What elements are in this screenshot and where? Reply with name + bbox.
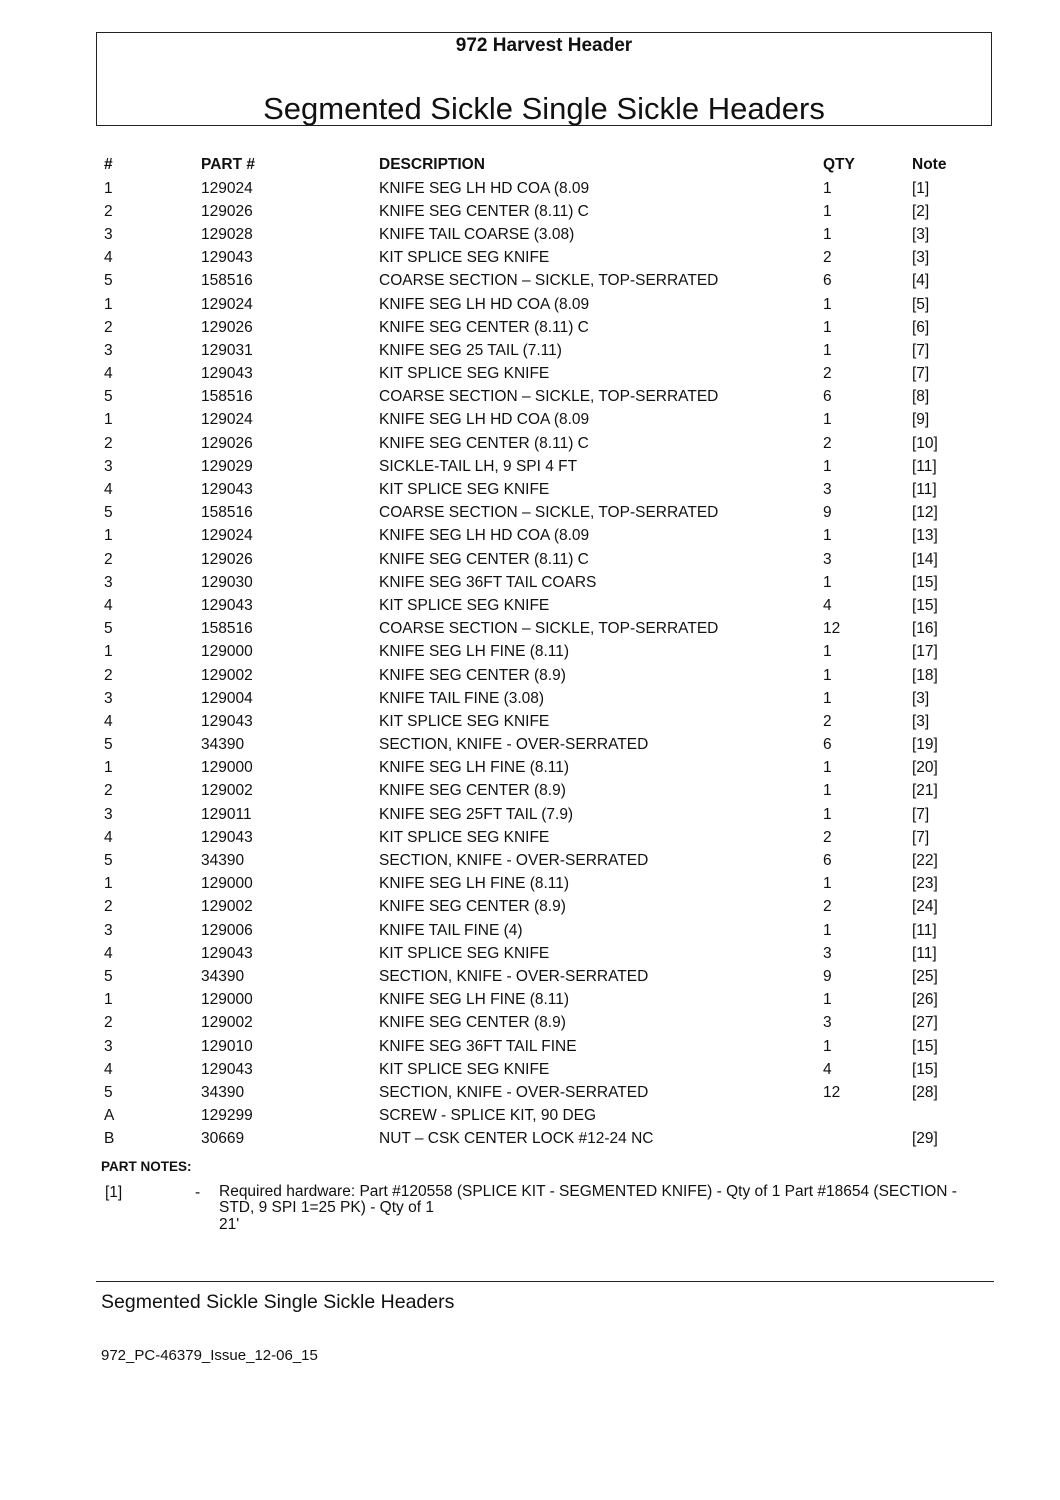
cell-part-number: 129026 [201, 434, 253, 452]
cell-qty: 4 [823, 1060, 832, 1078]
table-row [96, 594, 976, 617]
column-header-part: PART # [201, 156, 255, 173]
parts-table-body [96, 177, 976, 1151]
footer-divider [96, 1281, 994, 1282]
cell-item-number: 2 [104, 1014, 113, 1032]
cell-item-number: 1 [104, 643, 113, 661]
cell-qty: 1 [823, 643, 832, 661]
table-header-row [96, 153, 976, 177]
cell-qty: 1 [823, 411, 832, 429]
cell-part-number: 158516 [201, 272, 253, 290]
table-row [96, 780, 976, 803]
cell-item-number: 4 [104, 596, 113, 614]
cell-description: KNIFE TAIL COARSE (3.08) [379, 225, 575, 243]
cell-part-number: 129024 [201, 179, 253, 197]
cell-item-number: 4 [104, 944, 113, 962]
cell-part-number: 129031 [201, 341, 253, 359]
cell-qty [823, 1128, 912, 1151]
cell-part-number: 129000 [201, 991, 253, 1009]
cell-qty: 1 [823, 457, 832, 475]
cell-note-ref: [16] [912, 620, 938, 638]
cell-note-ref: [4] [912, 272, 930, 290]
cell-description: KNIFE SEG 36FT TAIL FINE [379, 1037, 577, 1055]
cell-note-ref: [14] [912, 550, 938, 568]
cell-item-number: 5 [104, 967, 113, 985]
table-row [96, 618, 976, 641]
cell-part-number: 129043 [201, 944, 253, 962]
cell-qty: 3 [823, 481, 832, 499]
cell-description: KIT SPLICE SEG KNIFE [379, 944, 550, 962]
cell-note-ref: [17] [912, 643, 938, 661]
cell-note-ref: [27] [912, 1014, 938, 1032]
cell-item-number: 1 [104, 991, 113, 1009]
cell-description: NUT – CSK CENTER LOCK #12-24 NC [379, 1130, 654, 1148]
cell-note-ref: [13] [912, 527, 938, 545]
table-row [96, 965, 976, 988]
cell-part-number: 34390 [201, 736, 245, 754]
cell-description: KNIFE SEG LH FINE (8.11) [379, 643, 570, 661]
table-row [96, 710, 976, 733]
cell-description: KNIFE SEG LH HD COA (8.09 [379, 179, 590, 197]
part-note-ref: [1] [105, 1184, 123, 1201]
cell-part-number: 30669 [201, 1130, 245, 1148]
cell-note-ref: [29] [912, 1130, 938, 1148]
cell-description: KNIFE SEG 36FT TAIL COARS [379, 573, 597, 591]
cell-part-number: 129026 [201, 550, 253, 568]
cell-qty: 1 [823, 318, 832, 336]
cell-description: SECTION, KNIFE - OVER-SERRATED [379, 967, 649, 985]
table-row [96, 1081, 976, 1104]
cell-note-ref: [20] [912, 759, 938, 777]
part-note-dash: - [195, 1184, 201, 1201]
cell-item-number: 2 [104, 550, 113, 568]
cell-part-number: 129000 [201, 643, 253, 661]
cell-qty: 2 [823, 712, 832, 730]
cell-note-ref: [7] [912, 341, 930, 359]
cell-part-number: 158516 [201, 620, 253, 638]
table-row [96, 247, 976, 270]
cell-part-number: 129029 [201, 457, 253, 475]
table-row [96, 873, 976, 896]
table-row [96, 293, 976, 316]
cell-note-ref: [15] [912, 573, 938, 591]
cell-part-number: 34390 [201, 1083, 245, 1101]
cell-item-number: 5 [104, 272, 113, 290]
cell-note-ref: [28] [912, 1083, 938, 1101]
cell-note-ref: [21] [912, 782, 938, 800]
cell-part-number: 158516 [201, 388, 253, 406]
table-row [96, 942, 976, 965]
part-note-text: Required hardware: Part #120558 (SPLICE KIT - SEGMENTED KNIFE) - Qty of 1 Part #18654 (SECTION - STD, 9 SPI 1=25 PK) - Qty of 1 [219, 1183, 957, 1216]
table-row [96, 826, 976, 849]
table-row [96, 641, 976, 664]
cell-description: KIT SPLICE SEG KNIFE [379, 249, 550, 267]
cell-qty [823, 1105, 912, 1128]
cell-part-number: 129043 [201, 249, 253, 267]
table-row [96, 200, 976, 223]
cell-part-number: 129002 [201, 666, 253, 684]
cell-description: KNIFE SEG CENTER (8.9) [379, 666, 566, 684]
cell-description: KIT SPLICE SEG KNIFE [379, 365, 550, 383]
cell-description: SICKLE-TAIL LH, 9 SPI 4 FT [379, 457, 578, 475]
cell-item-number: 3 [104, 805, 113, 823]
table-row [96, 177, 976, 200]
cell-part-number: 129043 [201, 365, 253, 383]
table-row [96, 571, 976, 594]
cell-qty: 2 [823, 898, 832, 916]
cell-note-ref: [9] [912, 411, 930, 429]
cell-part-number: 129002 [201, 782, 253, 800]
title-box [96, 32, 992, 126]
cell-note-ref: [7] [912, 365, 930, 383]
table-row [96, 386, 976, 409]
cell-item-number: A [104, 1107, 115, 1125]
cell-part-number: 129026 [201, 318, 253, 336]
cell-qty: 6 [823, 736, 832, 754]
cell-item-number: 5 [104, 504, 113, 522]
table-row [96, 270, 976, 293]
cell-qty: 9 [823, 967, 832, 985]
cell-item-number: 2 [104, 898, 113, 916]
document-code: 972_PC-46379_Issue_12-06_15 [101, 1347, 318, 1364]
cell-qty: 4 [823, 596, 832, 614]
cell-part-number: 129043 [201, 828, 253, 846]
cell-note-ref: [3] [912, 712, 930, 730]
column-header-qty: QTY [823, 156, 855, 173]
cell-note-ref: [12] [912, 504, 938, 522]
part-notes-heading: PART NOTES: [101, 1159, 192, 1174]
table-row [96, 339, 976, 362]
cell-item-number: 5 [104, 736, 113, 754]
cell-item-number: 3 [104, 573, 113, 591]
cell-item-number: 5 [104, 388, 113, 406]
cell-part-number: 129002 [201, 1014, 253, 1032]
cell-description: KIT SPLICE SEG KNIFE [379, 596, 550, 614]
cell-qty: 1 [823, 991, 832, 1009]
cell-qty: 1 [823, 202, 832, 220]
cell-part-number: 129026 [201, 202, 253, 220]
cell-item-number: 3 [104, 689, 113, 707]
table-row [96, 1105, 976, 1128]
table-row [96, 734, 976, 757]
cell-qty: 1 [823, 179, 832, 197]
cell-note-ref: [5] [912, 295, 930, 313]
table-row [96, 455, 976, 478]
cell-qty: 1 [823, 782, 832, 800]
cell-part-number: 129024 [201, 411, 253, 429]
cell-part-number: 129024 [201, 527, 253, 545]
cell-item-number: 5 [104, 1083, 113, 1101]
cell-description: KIT SPLICE SEG KNIFE [379, 712, 550, 730]
cell-qty: 1 [823, 759, 832, 777]
cell-description: KNIFE SEG 25FT TAIL (7.9) [379, 805, 574, 823]
cell-item-number: 2 [104, 202, 113, 220]
cell-description: KNIFE SEG CENTER (8.9) [379, 898, 566, 916]
table-row [96, 1012, 976, 1035]
cell-qty: 2 [823, 828, 832, 846]
table-row [96, 223, 976, 246]
cell-note-ref: [11] [912, 921, 937, 939]
cell-note-ref: [15] [912, 1060, 938, 1078]
cell-item-number: 4 [104, 1060, 113, 1078]
cell-item-number: 3 [104, 1037, 113, 1055]
cell-qty: 1 [823, 666, 832, 684]
column-header-description: DESCRIPTION [379, 156, 485, 173]
cell-item-number: 2 [104, 782, 113, 800]
cell-part-number: 129299 [201, 1107, 253, 1125]
table-row [96, 1128, 976, 1151]
cell-part-number: 34390 [201, 852, 245, 870]
cell-note-ref: [26] [912, 991, 938, 1009]
column-header-note: Note [912, 156, 947, 173]
cell-description: KIT SPLICE SEG KNIFE [379, 1060, 550, 1078]
table-row [96, 432, 976, 455]
cell-qty: 1 [823, 295, 832, 313]
cell-part-number: 129000 [201, 875, 253, 893]
cell-item-number: 1 [104, 179, 113, 197]
footer-title: Segmented Sickle Single Sickle Headers [101, 1291, 455, 1313]
cell-qty: 2 [823, 434, 832, 452]
cell-part-number: 129043 [201, 1060, 253, 1078]
cell-note-ref: [18] [912, 666, 938, 684]
cell-note-ref: [10] [912, 434, 938, 452]
table-row [96, 548, 976, 571]
cell-description: COARSE SECTION – SICKLE, TOP-SERRATED [379, 388, 719, 406]
table-row [96, 502, 976, 525]
cell-qty: 1 [823, 527, 832, 545]
table-row [96, 363, 976, 386]
cell-item-number: 3 [104, 225, 113, 243]
cell-part-number: 129030 [201, 573, 253, 591]
cell-qty: 1 [823, 875, 832, 893]
table-row [96, 989, 976, 1012]
part-note-extra: 21' [219, 1216, 240, 1233]
cell-description: KIT SPLICE SEG KNIFE [379, 481, 550, 499]
cell-item-number: 5 [104, 620, 113, 638]
cell-description: KNIFE SEG LH HD COA (8.09 [379, 411, 590, 429]
cell-description: SECTION, KNIFE - OVER-SERRATED [379, 736, 649, 754]
cell-description: SCREW - SPLICE KIT, 90 DEG [379, 1107, 597, 1125]
cell-description: KNIFE SEG LH HD COA (8.09 [379, 527, 590, 545]
cell-note-ref: [7] [912, 828, 930, 846]
cell-item-number: 4 [104, 481, 113, 499]
cell-description: SECTION, KNIFE - OVER-SERRATED [379, 1083, 649, 1101]
parts-table [96, 153, 976, 1151]
table-row [96, 757, 976, 780]
table-row [96, 919, 976, 942]
cell-description: KNIFE SEG LH FINE (8.11) [379, 759, 570, 777]
cell-note-ref: [3] [912, 225, 930, 243]
cell-qty: 12 [823, 620, 841, 638]
cell-item-number: 2 [104, 666, 113, 684]
cell-note-ref: [6] [912, 318, 930, 336]
cell-part-number: 129004 [201, 689, 253, 707]
cell-part-number: 129006 [201, 921, 253, 939]
cell-qty: 3 [823, 1014, 832, 1032]
cell-note-ref: [15] [912, 1037, 938, 1055]
table-row [96, 316, 976, 339]
cell-item-number: 1 [104, 527, 113, 545]
cell-description: KNIFE SEG CENTER (8.11) C [379, 434, 589, 452]
cell-qty: 9 [823, 504, 832, 522]
cell-item-number: 1 [104, 875, 113, 893]
cell-description: KNIFE SEG CENTER (8.9) [379, 782, 566, 800]
table-row [96, 849, 976, 872]
cell-item-number: B [104, 1130, 115, 1148]
cell-note-ref [912, 1105, 976, 1128]
cell-description: KNIFE SEG LH FINE (8.11) [379, 991, 570, 1009]
cell-qty: 2 [823, 249, 832, 267]
cell-description: COARSE SECTION – SICKLE, TOP-SERRATED [379, 620, 719, 638]
cell-part-number: 129028 [201, 225, 253, 243]
cell-part-number: 129024 [201, 295, 253, 313]
cell-qty: 1 [823, 573, 832, 591]
cell-description: KNIFE SEG CENTER (8.9) [379, 1014, 566, 1032]
table-row [96, 409, 976, 432]
cell-item-number: 1 [104, 295, 113, 313]
cell-note-ref: [19] [912, 736, 938, 754]
cell-item-number: 5 [104, 852, 113, 870]
cell-note-ref: [11] [912, 944, 937, 962]
table-row [96, 478, 976, 501]
cell-part-number: 129043 [201, 596, 253, 614]
cell-item-number: 2 [104, 318, 113, 336]
cell-description: KNIFE SEG LH HD COA (8.09 [379, 295, 590, 313]
cell-note-ref: [22] [912, 852, 938, 870]
cell-part-number: 158516 [201, 504, 253, 522]
table-row [96, 803, 976, 826]
cell-item-number: 4 [104, 365, 113, 383]
cell-qty: 12 [823, 1083, 841, 1101]
cell-part-number: 129011 [201, 805, 252, 823]
cell-part-number: 129002 [201, 898, 253, 916]
cell-qty: 1 [823, 225, 832, 243]
cell-item-number: 1 [104, 759, 113, 777]
cell-qty: 1 [823, 341, 832, 359]
cell-item-number: 1 [104, 411, 113, 429]
cell-description: KIT SPLICE SEG KNIFE [379, 828, 550, 846]
cell-note-ref: [25] [912, 967, 938, 985]
cell-qty: 6 [823, 852, 832, 870]
cell-item-number: 3 [104, 921, 113, 939]
cell-qty: 1 [823, 1037, 832, 1055]
cell-qty: 2 [823, 365, 832, 383]
cell-description: KNIFE SEG CENTER (8.11) C [379, 202, 589, 220]
cell-item-number: 3 [104, 341, 113, 359]
cell-description: KNIFE SEG 25 TAIL (7.11) [379, 341, 562, 359]
cell-part-number: 129043 [201, 481, 253, 499]
cell-description: COARSE SECTION – SICKLE, TOP-SERRATED [379, 504, 719, 522]
cell-qty: 6 [823, 272, 832, 290]
cell-description: SECTION, KNIFE - OVER-SERRATED [379, 852, 649, 870]
table-row [96, 1058, 976, 1081]
table-row [96, 896, 976, 919]
header-title: 972 Harvest Header [455, 35, 633, 56]
cell-note-ref: [15] [912, 596, 938, 614]
cell-qty: 3 [823, 550, 832, 568]
cell-note-ref: [24] [912, 898, 938, 916]
cell-part-number: 34390 [201, 967, 245, 985]
cell-qty: 1 [823, 689, 832, 707]
cell-note-ref: [7] [912, 805, 930, 823]
table-row [96, 1035, 976, 1058]
cell-item-number: 2 [104, 434, 113, 452]
cell-part-number: 129000 [201, 759, 253, 777]
page-title: Segmented Sickle Single Sickle Headers [263, 91, 825, 126]
cell-qty: 3 [823, 944, 832, 962]
cell-description: KNIFE SEG CENTER (8.11) C [379, 550, 589, 568]
cell-item-number: 4 [104, 828, 113, 846]
cell-description: KNIFE SEG CENTER (8.11) C [379, 318, 589, 336]
cell-description: KNIFE SEG LH FINE (8.11) [379, 875, 570, 893]
table-row [96, 525, 976, 548]
cell-description: KNIFE TAIL FINE (3.08) [379, 689, 545, 707]
cell-qty: 6 [823, 388, 832, 406]
cell-note-ref: [1] [912, 179, 930, 197]
cell-note-ref: [23] [912, 875, 938, 893]
cell-note-ref: [11] [912, 457, 937, 475]
cell-note-ref: [3] [912, 249, 930, 267]
table-row [96, 687, 976, 710]
cell-note-ref: [11] [912, 481, 937, 499]
cell-part-number: 129043 [201, 712, 253, 730]
cell-description: COARSE SECTION – SICKLE, TOP-SERRATED [379, 272, 719, 290]
column-header-number: # [104, 156, 113, 173]
cell-note-ref: [2] [912, 202, 930, 220]
cell-qty: 1 [823, 805, 832, 823]
cell-note-ref: [3] [912, 689, 930, 707]
cell-item-number: 3 [104, 457, 113, 475]
cell-item-number: 4 [104, 249, 113, 267]
cell-note-ref: [8] [912, 388, 930, 406]
cell-item-number: 4 [104, 712, 113, 730]
cell-part-number: 129010 [201, 1037, 253, 1055]
table-row [96, 664, 976, 687]
cell-qty: 1 [823, 921, 832, 939]
cell-description: KNIFE TAIL FINE (4) [379, 921, 523, 939]
